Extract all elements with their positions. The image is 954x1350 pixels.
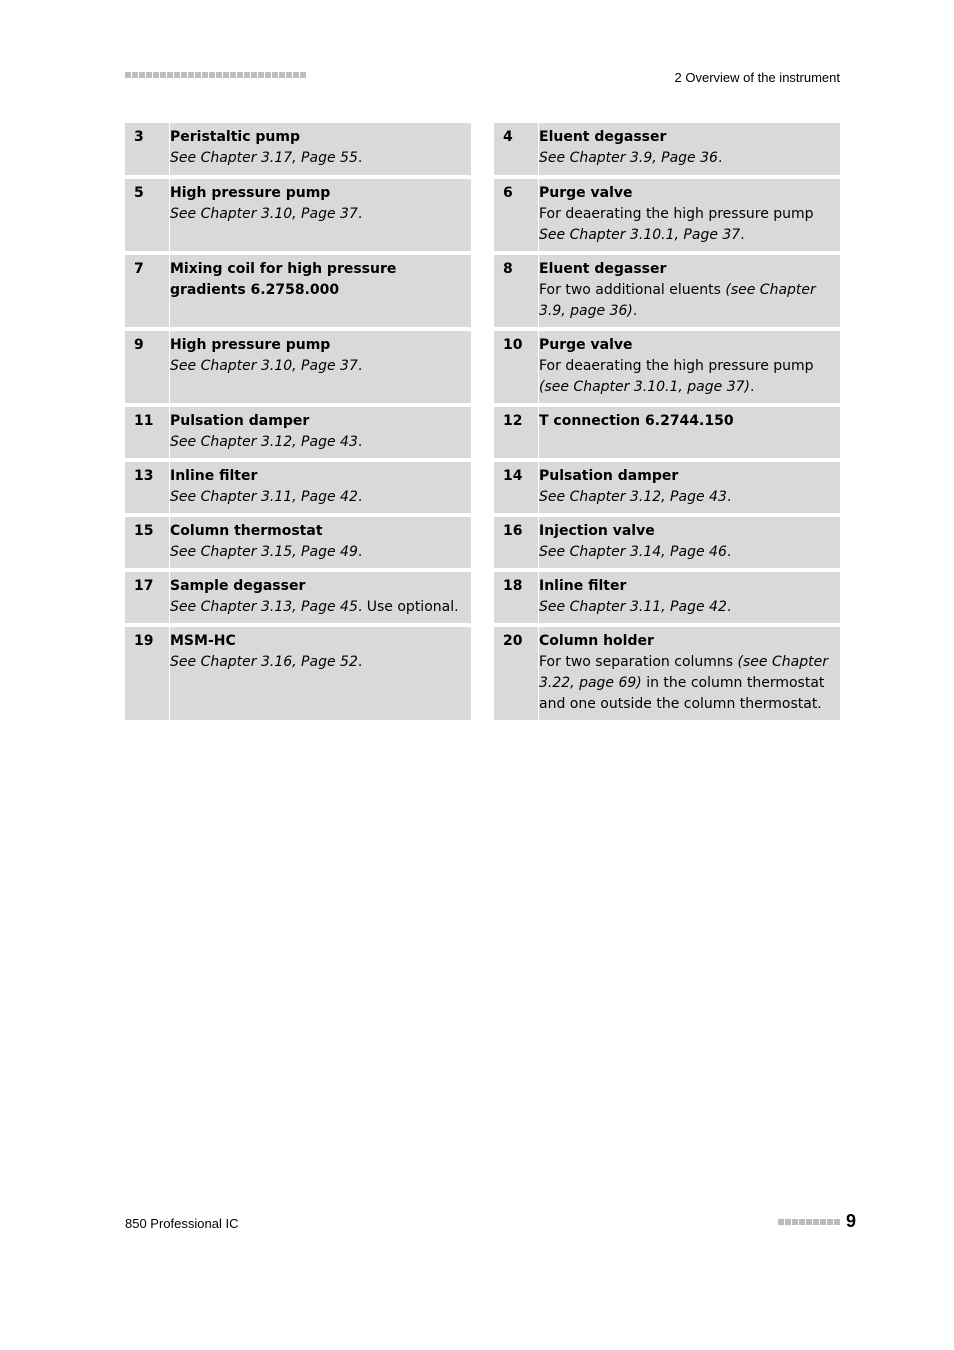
legend-title: Inline filter xyxy=(170,468,258,484)
legend-row xyxy=(494,331,840,403)
decoration-square xyxy=(188,72,194,78)
page-footer xyxy=(778,1211,856,1232)
decoration-square xyxy=(167,72,173,78)
legend-body xyxy=(170,572,471,623)
legend-title: Eluent degasser xyxy=(539,261,667,277)
legend-description xyxy=(170,204,463,225)
description-text: For deaerating the high pressure pump xyxy=(539,358,814,374)
decoration-square xyxy=(230,72,236,78)
decoration-square xyxy=(139,72,145,78)
legend-body xyxy=(539,179,840,251)
decoration-square xyxy=(785,1219,791,1225)
decoration-square xyxy=(244,72,250,78)
decoration-square xyxy=(820,1219,826,1225)
legend-title: High pressure pump xyxy=(170,185,331,201)
legend-description xyxy=(539,204,832,246)
legend-row xyxy=(494,179,840,251)
legend-number: 13 xyxy=(125,462,170,513)
legend-title: Column holder xyxy=(539,633,654,649)
legend-title: Eluent degasser xyxy=(539,129,667,145)
decoration-square xyxy=(834,1219,840,1225)
legend-body xyxy=(170,331,471,403)
decoration-square xyxy=(160,72,166,78)
description-text: . xyxy=(726,489,732,505)
chapter-reference: (see Chapter 3.10.1, page 37) xyxy=(539,379,750,395)
decoration-square xyxy=(153,72,159,78)
description-text: . Use optional. xyxy=(357,599,459,615)
legend-body xyxy=(170,179,471,251)
legend-description xyxy=(170,542,463,563)
description-text: . xyxy=(357,544,363,560)
legend-column-left xyxy=(125,123,471,724)
legend-number: 16 xyxy=(494,517,539,568)
decoration-square xyxy=(146,72,152,78)
description-text: . xyxy=(717,150,723,166)
decoration-square xyxy=(216,72,222,78)
legend-title: High pressure pump xyxy=(170,337,331,353)
decoration-square xyxy=(286,72,292,78)
legend-row xyxy=(125,255,471,327)
legend-number: 17 xyxy=(125,572,170,623)
legend-number: 15 xyxy=(125,517,170,568)
legend-row xyxy=(125,407,471,458)
chapter-reference: See Chapter 3.10, Page 37 xyxy=(170,358,358,374)
chapter-reference: See Chapter 3.16, Page 52 xyxy=(170,654,358,670)
legend-number: 18 xyxy=(494,572,539,623)
chapter-reference: See Chapter 3.10.1, Page 37 xyxy=(539,227,741,243)
legend-description xyxy=(539,280,832,322)
legend-description xyxy=(170,148,463,169)
decoration-square xyxy=(125,72,131,78)
decoration-square xyxy=(202,72,208,78)
legend-description xyxy=(539,542,832,563)
description-text: . xyxy=(357,654,363,670)
legend-body xyxy=(539,462,840,513)
legend-body xyxy=(539,517,840,568)
legend-number: 9 xyxy=(125,331,170,403)
legend-title: Purge valve xyxy=(539,337,633,353)
footer-decoration xyxy=(778,1219,840,1225)
legend-body xyxy=(539,123,840,175)
legend-number: 11 xyxy=(125,407,170,458)
decoration-square xyxy=(293,72,299,78)
description-text: . xyxy=(740,227,745,243)
chapter-reference: See Chapter 3.12, Page 43 xyxy=(539,489,727,505)
legend-body xyxy=(170,255,471,327)
legend-description xyxy=(539,356,832,398)
chapter-reference: (see Chapter 3.22, page 69) xyxy=(539,654,828,691)
legend-row xyxy=(125,627,471,720)
description-text: . xyxy=(357,206,363,222)
legend-row xyxy=(494,462,840,513)
legend-row xyxy=(494,572,840,623)
chapter-reference: See Chapter 3.10, Page 37 xyxy=(170,206,358,222)
chapter-reference: (see Chapter 3.9, page 36) xyxy=(539,282,816,319)
chapter-reference: See Chapter 3.11, Page 42 xyxy=(170,489,358,505)
decoration-square xyxy=(806,1219,812,1225)
description-text: . xyxy=(726,544,732,560)
legend-title: Injection valve xyxy=(539,523,655,539)
legend-number: 14 xyxy=(494,462,539,513)
legend-row xyxy=(494,517,840,568)
chapter-reference: See Chapter 3.15, Page 49 xyxy=(170,544,358,560)
legend-body xyxy=(170,407,471,458)
legend-number: 6 xyxy=(494,179,539,251)
legend-description xyxy=(539,148,832,169)
decoration-square xyxy=(132,72,138,78)
header-decoration xyxy=(125,72,306,78)
chapter-reference: See Chapter 3.11, Page 42 xyxy=(539,599,727,615)
legend-number: 19 xyxy=(125,627,170,720)
legend-description xyxy=(170,597,463,618)
legend-row xyxy=(125,123,471,175)
legend-description xyxy=(170,356,463,377)
legend-title: Inline filter xyxy=(539,578,627,594)
legend-title: Pulsation damper xyxy=(539,468,679,484)
legend-description xyxy=(170,487,463,508)
legend-row xyxy=(125,331,471,403)
chapter-reference: See Chapter 3.9, Page 36 xyxy=(539,150,718,166)
legend-number: 20 xyxy=(494,627,539,720)
chapter-reference: See Chapter 3.14, Page 46 xyxy=(539,544,727,560)
description-text: . xyxy=(357,434,363,450)
legend-number: 7 xyxy=(125,255,170,327)
decoration-square xyxy=(174,72,180,78)
legend-row xyxy=(494,407,840,458)
decoration-square xyxy=(799,1219,805,1225)
legend-row xyxy=(494,123,840,175)
decoration-square xyxy=(827,1219,833,1225)
legend-number: 12 xyxy=(494,407,539,458)
decoration-square xyxy=(258,72,264,78)
decoration-square xyxy=(237,72,243,78)
legend-title: Sample degasser xyxy=(170,578,306,594)
page-number: 9 xyxy=(845,1211,856,1231)
decoration-square xyxy=(279,72,285,78)
legend-body xyxy=(539,572,840,623)
legend-number: 4 xyxy=(494,123,539,175)
section-title: 2 Overview of the instrument xyxy=(674,70,840,85)
description-text: in the column thermostat and one outside the column thermostat. xyxy=(539,675,825,712)
description-text: . xyxy=(357,489,363,505)
decoration-square xyxy=(195,72,201,78)
legend-body xyxy=(170,462,471,513)
decoration-square xyxy=(223,72,229,78)
decoration-square xyxy=(209,72,215,78)
chapter-reference: See Chapter 3.17, Page 55 xyxy=(170,150,358,166)
description-text: For two separation columns xyxy=(539,654,738,670)
legend-number: 8 xyxy=(494,255,539,327)
legend-body xyxy=(539,407,840,458)
description-text: . xyxy=(357,358,363,374)
legend-title: Column thermostat xyxy=(170,523,323,539)
legend-body xyxy=(539,331,840,403)
decoration-square xyxy=(300,72,306,78)
decoration-square xyxy=(792,1219,798,1225)
description-text: . xyxy=(357,150,363,166)
legend-title: Purge valve xyxy=(539,185,633,201)
description-text: . xyxy=(749,379,755,395)
legend-body xyxy=(539,627,840,720)
legend-title: Peristaltic pump xyxy=(170,129,300,145)
decoration-square xyxy=(272,72,278,78)
decoration-square xyxy=(181,72,187,78)
legend-title: T connection 6.2744.150 xyxy=(539,413,734,429)
description-text: For deaerating the high pressure pump xyxy=(539,206,814,222)
legend-title: Pulsation damper xyxy=(170,413,310,429)
decoration-square xyxy=(251,72,257,78)
chapter-reference: See Chapter 3.13, Page 45 xyxy=(170,599,358,615)
legend-description xyxy=(539,487,832,508)
legend-row xyxy=(494,627,840,720)
legend-title: MSM-HC xyxy=(170,633,236,649)
legend-row xyxy=(125,517,471,568)
legend-description xyxy=(539,597,832,618)
description-text: For two additional eluents xyxy=(539,282,726,298)
legend-row xyxy=(125,462,471,513)
legend-description xyxy=(170,432,463,453)
legend-description xyxy=(170,652,463,673)
legend-body xyxy=(539,255,840,327)
decoration-square xyxy=(265,72,271,78)
legend-row xyxy=(494,255,840,327)
decoration-square xyxy=(813,1219,819,1225)
description-text: . xyxy=(726,599,732,615)
chapter-reference: See Chapter 3.12, Page 43 xyxy=(170,434,358,450)
legend-number: 10 xyxy=(494,331,539,403)
decoration-square xyxy=(778,1219,784,1225)
legend-row xyxy=(125,572,471,623)
legend-row xyxy=(125,179,471,251)
legend-number: 5 xyxy=(125,179,170,251)
legend-column-right xyxy=(494,123,840,724)
description-text: . xyxy=(632,303,638,319)
legend-title: Mixing coil for high pressure gradients 6.2758.000 xyxy=(170,261,397,298)
legend-body xyxy=(170,627,471,720)
legend-body xyxy=(170,123,471,175)
legend-body xyxy=(170,517,471,568)
product-name: 850 Professional IC xyxy=(125,1216,239,1231)
legend-number: 3 xyxy=(125,123,170,175)
legend-description xyxy=(539,652,832,715)
